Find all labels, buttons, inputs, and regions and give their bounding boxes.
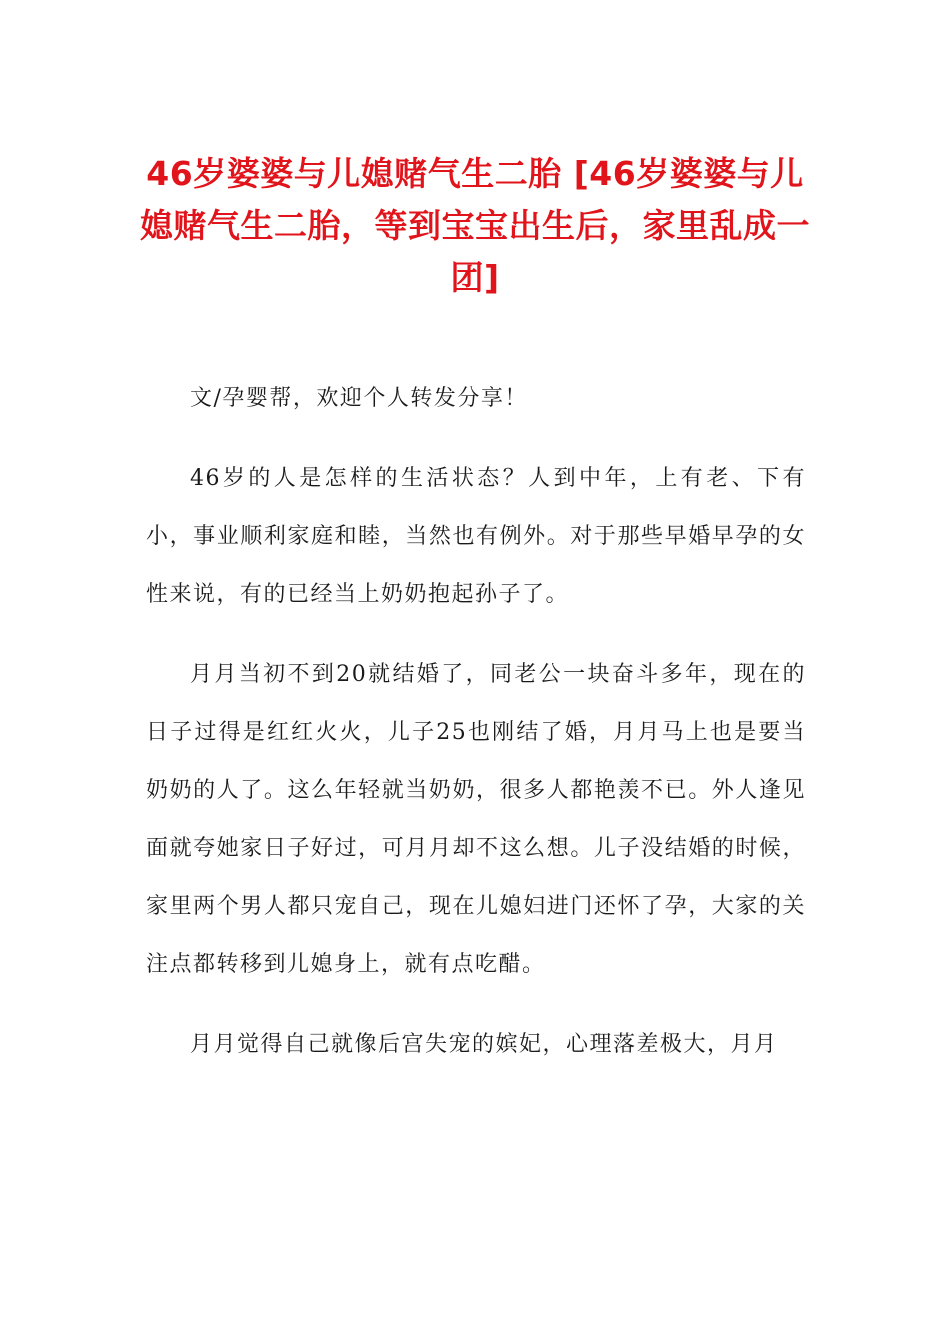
paragraph: 46岁的人是怎样的生活状态？人到中年，上有老、下有小，事业顺利家庭和睦，当然也有例外。对于那些早婚早孕的女性来说，有的已经当上奶奶抱起孙子了。 bbox=[146, 466, 806, 607]
article-body bbox=[146, 370, 806, 1096]
document-title: 46岁婆婆与儿媳赌气生二胎 [46岁婆婆与儿媳赌气生二胎，等到宝宝出生后，家里乱成一团] bbox=[140, 154, 810, 297]
paragraph: 月月觉得自己就像后宫失宠的嫔妃，心理落差极大，月月 bbox=[190, 1032, 778, 1057]
paragraph-byline: 文/孕婴帮，欢迎个人转发分享！ bbox=[190, 386, 528, 411]
paragraph: 月月当初不到20就结婚了，同老公一块奋斗多年，现在的日子过得是红红火火，儿子25也刚结了婚，月月马上也是要当奶奶的人了。这么年轻就当奶奶，很多人都艳羡不已。外人逢见面就夸她家日子好过，可月月却不这么想。儿子没结婚的时候，家里两个男人都只宠自己，现在儿媳妇进门还怀了孕，大家的关注点都转移到儿媳身上，就有点吃醋。 bbox=[146, 662, 806, 977]
